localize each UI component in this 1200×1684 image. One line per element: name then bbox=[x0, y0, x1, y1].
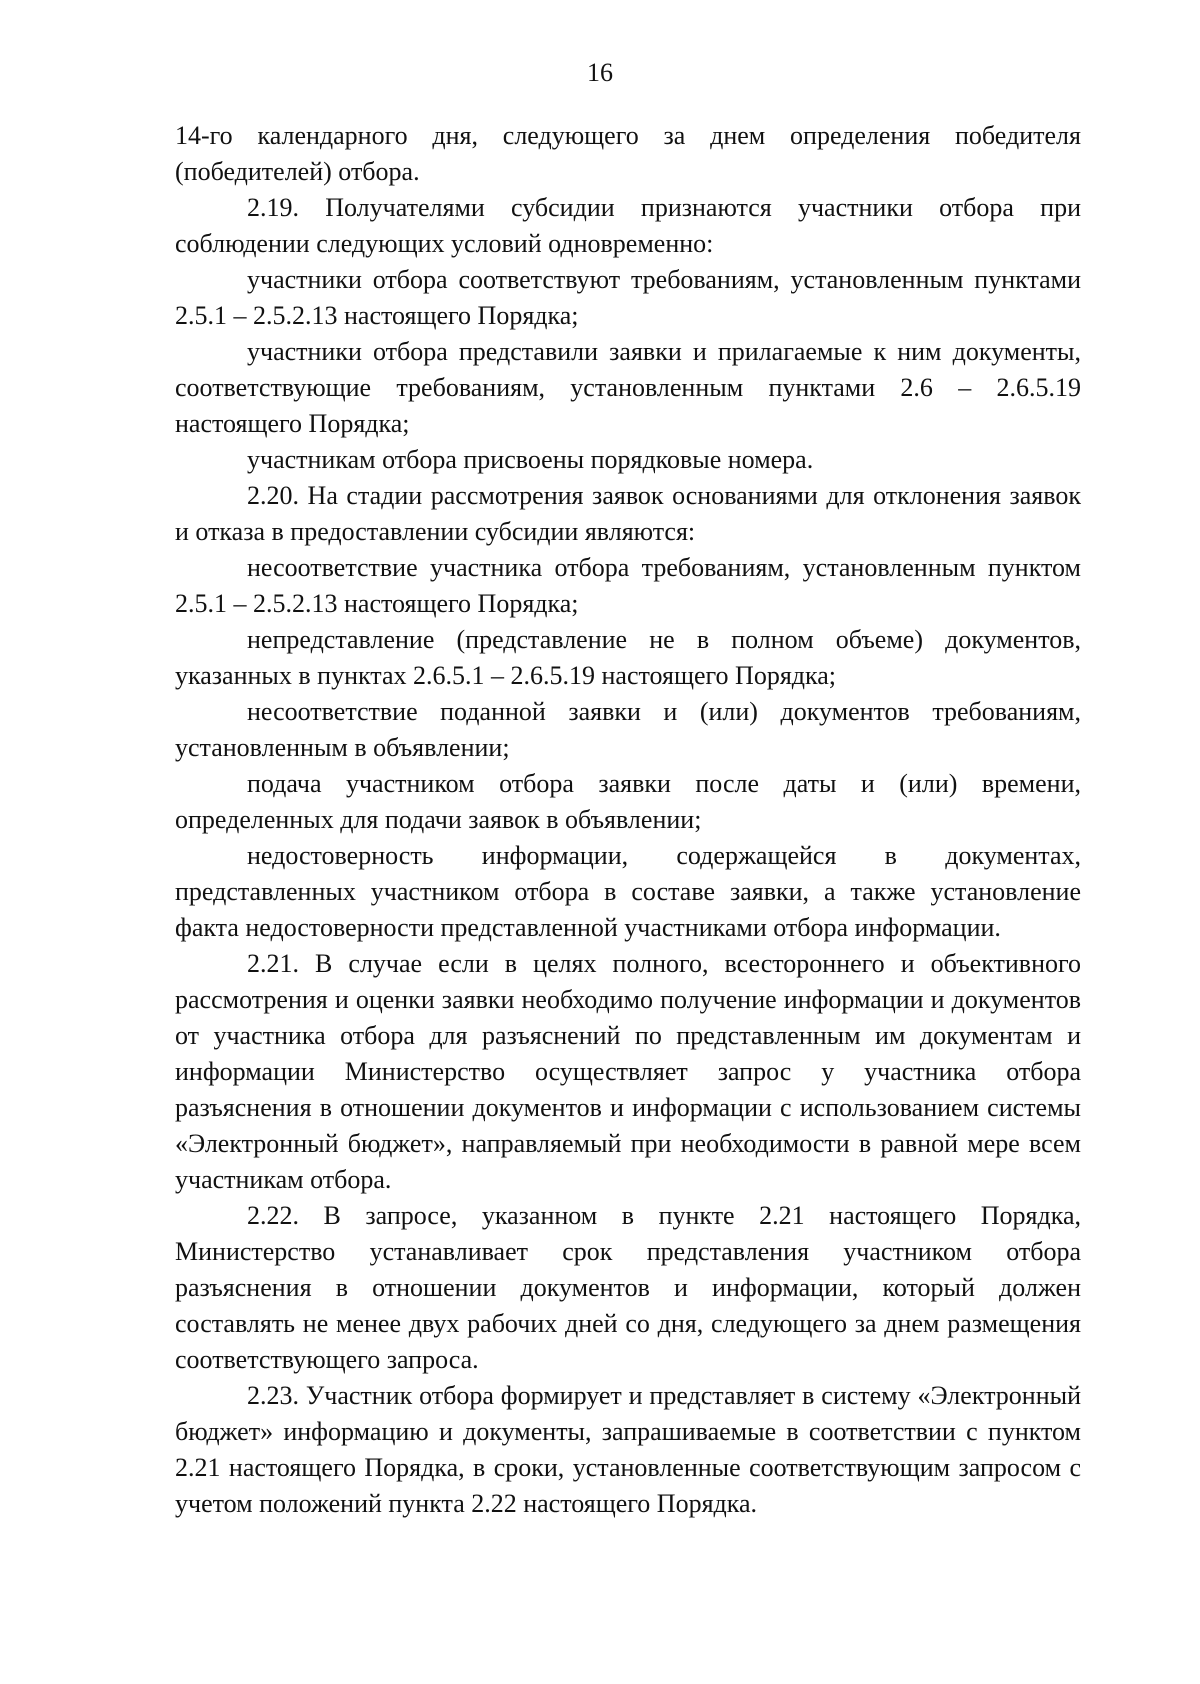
document-body bbox=[175, 118, 1081, 1522]
paragraph-2-19-condition-1: участники отбора соответствуют требованиям, установленным пунктами 2.5.1 – 2.5.2.13 настоящего Порядка; bbox=[175, 265, 1081, 330]
paragraph-2-20: 2.20. На стадии рассмотрения заявок основаниями для отклонения заявок и отказа в предоставлении субсидии являются: bbox=[175, 481, 1081, 546]
page-number: 16 bbox=[587, 58, 613, 87]
paragraph-2-21: 2.21. В случае если в целях полного, всестороннего и объективного рассмотрения и оценки заявки необходимо получение информации и документов от участника отбора для разъяснений по представленным им документам и информации Министерство осуществляет запрос у участника отбора разъяснения в отношении документов и информации с использованием системы «Электронный бюджет», направляемый при необходимости в равной мере всем участникам отбора. bbox=[175, 949, 1081, 1194]
paragraph-2-20-ground-1: несоответствие участника отбора требованиям, установленным пунктом 2.5.1 – 2.5.2.13 настоящего Порядка; bbox=[175, 553, 1081, 618]
paragraph-2-20-ground-3: несоответствие поданной заявки и (или) документов требованиям, установленным в объявлении; bbox=[175, 697, 1081, 762]
paragraph-2-20-ground-4: подача участником отбора заявки после даты и (или) времени, определенных для подачи заявок в объявлении; bbox=[175, 769, 1081, 834]
paragraph-2-19-condition-3: участникам отбора присвоены порядковые номера. bbox=[247, 445, 814, 474]
paragraph-continuation: 14-го календарного дня, следующего за днем определения победителя (победителей) отбора. bbox=[175, 121, 1081, 186]
paragraph-2-19: 2.19. Получателями субсидии признаются участники отбора при соблюдении следующих условий одновременно: bbox=[175, 193, 1081, 258]
paragraph-2-20-ground-5: недостоверность информации, содержащейся в документах, представленных участником отбора в составе заявки, а также установление факта недостоверности представленной участниками отбора информации. bbox=[175, 841, 1081, 942]
paragraph-2-22: 2.22. В запросе, указанном в пункте 2.21 настоящего Порядка, Министерство устанавливает срок представления участником отбора разъяснения в отношении документов и информации, который должен составлять не менее двух рабочих дней со дня, следующего за днем размещения соответствующего запроса. bbox=[175, 1201, 1081, 1374]
paragraph-2-19-condition-2: участники отбора представили заявки и прилагаемые к ним документы, соответствующие требованиям, установленным пунктами 2.6 – 2.6.5.19 настоящего Порядка; bbox=[175, 337, 1081, 438]
paragraph-2-20-ground-2: непредставление (представление не в полном объеме) документов, указанных в пунктах 2.6.5.1 – 2.6.5.19 настоящего Порядка; bbox=[175, 625, 1081, 690]
paragraph-2-23: 2.23. Участник отбора формирует и представляет в систему «Электронный бюджет» информацию и документы, запрашиваемые в соответствии с пунктом 2.21 настоящего Порядка, в сроки, установленные соответствующим запросом с учетом положений пункта 2.22 настоящего Порядка. bbox=[175, 1381, 1081, 1518]
